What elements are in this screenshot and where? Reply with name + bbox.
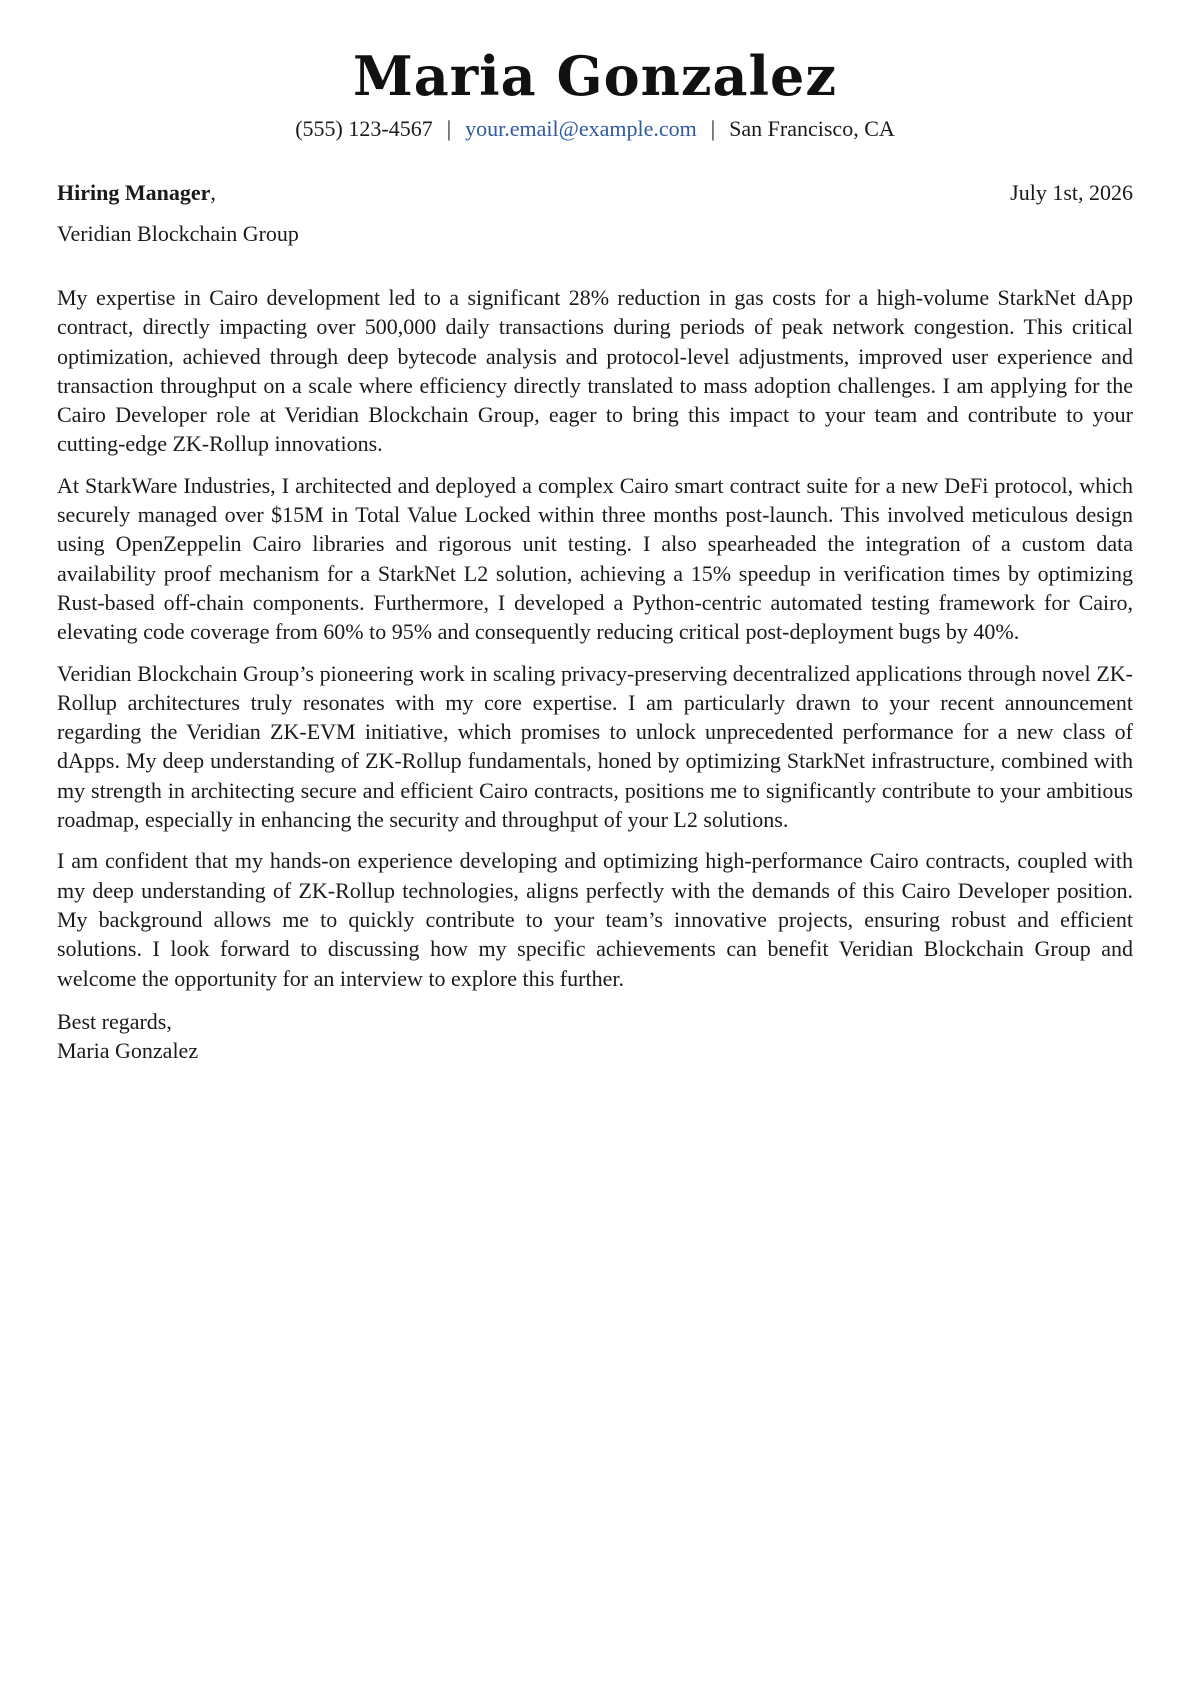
applicant-name: Maria Gonzalez xyxy=(352,44,838,108)
contact-line xyxy=(57,114,1133,144)
body-paragraph: I am confident that my hands-on experience developing and optimizing high-performance Cairo contracts, coupled with my deep understanding of ZK-Rollup technologies, aligns perfectly with the demands of this Cairo Developer position. My background allows me to quickly contribute to your team’s innovative projects, ensuring robust and efficient solutions. I look forward to discussing how my specific achievements can benefit Veridian Blockchain Group and welcome the opportunity for an interview to explore this further. xyxy=(57,848,1133,991)
body-paragraph: Veridian Blockchain Group’s pioneering work in scaling privacy-preserving decentralized applications through novel ZK-Rollup architectures truly resonates with my core expertise. I am particularly drawn to your recent announcement regarding the Veridian ZK-EVM initiative, which promises to unlock unprecedented performance for a new class of dApps. My deep understanding of ZK-Rollup fundamentals, honed by optimizing StarkNet infrastructure, combined with my strength in architecting secure and efficient Cairo contracts, positions me to significantly contribute to your ambitious roadmap, especially in enhancing the security and throughput of your L2 solutions. xyxy=(57,660,1133,833)
letter-closing xyxy=(57,1007,1133,1066)
recipient-line xyxy=(57,178,1133,208)
location: San Francisco, CA xyxy=(729,116,895,141)
body-paragraph: My expertise in Cairo development led to a significant 28% reduction in gas costs for a high-volume StarkNet dApp contract, directly impacting over 500,000 daily transactions during periods of peak network congestion. This critical optimization, achieved through deep bytecode analysis and protocol-level adjustments, improved user experience and transaction throughput on a scale where efficiency directly translated to mass adoption challenges. I am applying for the Cairo Developer role at Veridian Blockchain Group, eager to bring this impact to your team and contribute to your cutting-edge ZK-Rollup innovations. xyxy=(57,285,1133,457)
email-link[interactable]: your.email@example.com xyxy=(465,116,697,141)
recipient-name: Hiring Manager xyxy=(57,180,211,205)
body-paragraph: At StarkWare Industries, I architected and deployed a complex Cairo smart contract suite for a new DeFi protocol, which securely managed over $15M in Total Value Locked within three months post-launch. This involved meticulous design using OpenZeppelin Cairo libraries and rigorous unit testing. I also spearheaded the integration of a custom data availability proof mechanism for a StarkNet L2 solution, achieving a 15% speedup in verification times by optimizing Rust-based off-chain components. Furthermore, I developed a Python-centric automated testing framework for Cairo, elevating code coverage from 60% to 95% and consequently reducing critical post-deployment bugs by 40%. xyxy=(57,472,1133,645)
phone-number: (555) 123-4567 xyxy=(295,116,433,141)
letter-body xyxy=(57,283,1133,1065)
letter-date: July 1st, 2026 xyxy=(1010,180,1133,205)
contact-separator: | xyxy=(446,116,452,141)
closing-signature: Maria Gonzalez xyxy=(57,1038,199,1064)
recipient-company: Veridian Blockchain Group xyxy=(57,221,299,246)
recipient-suffix: , xyxy=(210,180,216,205)
closing-salutation: Best regards, xyxy=(57,1008,172,1034)
contact-separator: | xyxy=(710,116,716,141)
